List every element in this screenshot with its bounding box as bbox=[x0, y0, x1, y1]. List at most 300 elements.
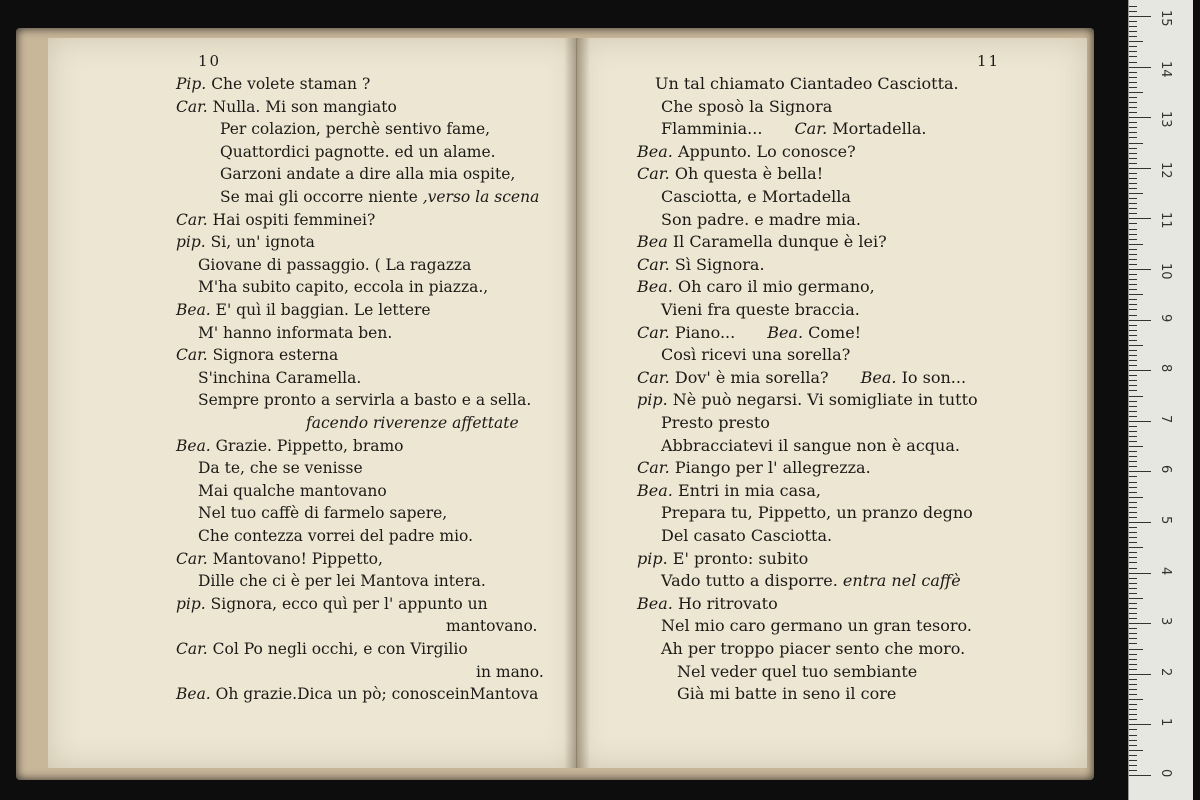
text-line bbox=[176, 639, 468, 659]
speaker-name: Car. bbox=[176, 97, 208, 116]
ruler-tick bbox=[1129, 315, 1137, 316]
ruler-tick bbox=[1129, 552, 1137, 553]
page-number-left: 10 bbox=[198, 52, 222, 70]
ruler-tick bbox=[1129, 168, 1151, 169]
ruler-tick bbox=[1129, 659, 1137, 660]
ruler-label: 8 bbox=[1158, 364, 1173, 373]
ruler-tick bbox=[1129, 406, 1137, 407]
text-line bbox=[176, 300, 431, 320]
speaker-name: Bea. bbox=[637, 141, 673, 161]
ruler-tick bbox=[1129, 360, 1137, 361]
ruler-tick bbox=[1129, 729, 1137, 730]
ruler-tick bbox=[1129, 598, 1143, 599]
ruler-tick bbox=[1129, 699, 1143, 700]
text-line bbox=[220, 164, 515, 184]
verse-text: E' quì il baggian. Le lettere bbox=[215, 301, 431, 319]
ruler-tick bbox=[1129, 456, 1137, 457]
ruler-tick bbox=[1129, 588, 1137, 589]
verse-text: Prepara tu, Pippetto, un pranzo degno bbox=[661, 503, 973, 523]
ruler-tick bbox=[1129, 562, 1137, 563]
ruler-tick bbox=[1129, 633, 1137, 634]
left-page bbox=[48, 38, 579, 768]
ruler-tick bbox=[1129, 345, 1143, 346]
text-line bbox=[176, 210, 375, 230]
verse-text: Entri in mia casa, bbox=[677, 480, 821, 500]
ruler-tick bbox=[1129, 492, 1137, 493]
ruler-tick bbox=[1129, 122, 1137, 123]
ruler-tick bbox=[1129, 92, 1143, 93]
text-line bbox=[198, 368, 361, 388]
verse-text: Giovane di passaggio. ( La ragazza bbox=[198, 255, 472, 274]
text-line bbox=[220, 119, 490, 139]
ruler-tick bbox=[1129, 299, 1137, 300]
ruler-tick bbox=[1129, 107, 1137, 108]
text-line bbox=[661, 97, 832, 117]
ruler-tick bbox=[1129, 669, 1137, 670]
text-line bbox=[637, 390, 978, 410]
ruler-tick bbox=[1129, 355, 1137, 356]
ruler-tick bbox=[1129, 664, 1137, 665]
ruler-tick bbox=[1129, 709, 1137, 710]
text-line bbox=[176, 684, 538, 704]
ruler-tick bbox=[1129, 289, 1137, 290]
text-line bbox=[637, 142, 856, 162]
ruler-tick bbox=[1129, 568, 1137, 569]
ruler-tick bbox=[1129, 244, 1143, 245]
verse-text: Dille che ci è per lei Mantova intera. bbox=[198, 572, 486, 591]
ruler-tick bbox=[1129, 694, 1137, 695]
text-line bbox=[306, 413, 519, 433]
ruler-tick bbox=[1129, 264, 1137, 265]
stage-direction: ,verso la scena bbox=[422, 188, 540, 206]
ruler-tick bbox=[1129, 461, 1137, 462]
text-line bbox=[176, 549, 383, 569]
speaker-name: Car. bbox=[637, 164, 670, 184]
verse-text: Presto presto bbox=[661, 413, 770, 432]
verse-text: Vieni fra queste braccia. bbox=[661, 300, 860, 319]
ruler-tick bbox=[1129, 775, 1151, 776]
ruler-tick bbox=[1129, 497, 1143, 498]
text-line bbox=[661, 210, 861, 230]
ruler-tick bbox=[1129, 163, 1137, 164]
speaker-name: pip. bbox=[637, 390, 668, 410]
ruler-tick bbox=[1129, 421, 1151, 422]
ruler-tick bbox=[1129, 325, 1137, 326]
measuring-ruler bbox=[1128, 0, 1193, 800]
text-line bbox=[661, 413, 770, 433]
ruler-tick bbox=[1129, 254, 1137, 255]
ruler-label: 0 bbox=[1158, 769, 1173, 778]
ruler-tick bbox=[1129, 608, 1137, 609]
verse-text: Ah per troppo piacer sento che moro. bbox=[661, 639, 966, 658]
ruler-tick bbox=[1129, 583, 1137, 584]
ruler-label: 7 bbox=[1158, 414, 1173, 424]
ruler-tick bbox=[1129, 16, 1151, 17]
text-line bbox=[176, 97, 397, 117]
ruler-tick bbox=[1129, 714, 1137, 715]
verse-text: Signora esterna bbox=[212, 346, 339, 365]
text-line bbox=[661, 300, 860, 320]
ruler-tick bbox=[1129, 679, 1137, 680]
stage-direction: entra nel caffè bbox=[842, 571, 961, 591]
verse-text: Oh grazie.Dica un pò; conosceinMantova bbox=[215, 685, 539, 704]
ruler-tick bbox=[1129, 62, 1137, 63]
verse-text: Mantovano! Pippetto, bbox=[212, 549, 383, 568]
text-line bbox=[661, 503, 973, 523]
ruler-tick bbox=[1129, 618, 1137, 619]
ruler-tick bbox=[1129, 229, 1137, 230]
ruler-tick bbox=[1129, 643, 1137, 644]
ruler-tick bbox=[1129, 26, 1137, 27]
ruler-label: 2 bbox=[1158, 667, 1173, 677]
ruler-tick bbox=[1129, 466, 1137, 467]
verse-text: Nel tuo caffè di farmelo sapere, bbox=[198, 504, 448, 523]
verse-text: Flamminia... bbox=[661, 119, 763, 139]
ruler-tick bbox=[1129, 436, 1137, 437]
ruler-tick bbox=[1129, 628, 1137, 629]
ruler-tick bbox=[1129, 11, 1137, 12]
ruler-tick bbox=[1129, 512, 1137, 513]
ruler-tick bbox=[1129, 6, 1137, 7]
ruler-tick bbox=[1129, 396, 1143, 397]
ruler-tick bbox=[1129, 208, 1137, 209]
ruler-tick bbox=[1129, 304, 1137, 305]
ruler-tick bbox=[1129, 603, 1137, 604]
ruler-tick bbox=[1129, 689, 1137, 690]
open-book bbox=[16, 28, 1094, 780]
verse-text: Il Caramella dunque è lei? bbox=[672, 232, 887, 252]
ruler-tick bbox=[1129, 375, 1137, 376]
ruler-tick bbox=[1129, 502, 1137, 503]
ruler-tick bbox=[1129, 476, 1137, 477]
speaker-name: Car. bbox=[637, 322, 670, 342]
speaker-name: Bea. bbox=[767, 322, 804, 342]
ruler-tick bbox=[1129, 385, 1137, 386]
verse-text: Col Po negli occhi, e con Virgilio bbox=[212, 640, 468, 658]
verse-text: Se mai gli occorre niente bbox=[220, 188, 418, 206]
ruler-label: 9 bbox=[1158, 313, 1173, 322]
ruler-tick bbox=[1129, 724, 1151, 725]
verse-text: Oh questa è bella! bbox=[674, 164, 824, 184]
verse-text: Che sposò la Signora bbox=[661, 96, 833, 116]
ruler-tick bbox=[1129, 522, 1151, 523]
text-line bbox=[220, 142, 496, 162]
ruler-tick bbox=[1129, 218, 1151, 219]
text-line bbox=[198, 277, 488, 297]
verse-text: S'inchina Caramella. bbox=[198, 368, 362, 387]
text-line bbox=[637, 323, 861, 343]
text-line bbox=[220, 187, 539, 207]
text-line bbox=[637, 594, 778, 614]
ruler-tick bbox=[1129, 279, 1137, 280]
ruler-tick bbox=[1129, 87, 1137, 88]
ruler-tick bbox=[1129, 613, 1137, 614]
verse-text: Un tal chiamato Ciantadeo Casciotta. bbox=[655, 74, 959, 93]
stage-direction: facendo riverenze affettate bbox=[306, 414, 519, 432]
ruler-label: 10 bbox=[1158, 263, 1173, 280]
ruler-tick bbox=[1129, 36, 1137, 37]
ruler-tick bbox=[1129, 188, 1137, 189]
ruler-tick bbox=[1129, 740, 1137, 741]
ruler-tick bbox=[1129, 249, 1137, 250]
verse-text: Si, un' ignota bbox=[210, 233, 315, 252]
verse-text: Piango per l' allegrezza. bbox=[674, 458, 871, 478]
verse-text: Ho ritrovato bbox=[677, 593, 778, 613]
ruler-tick bbox=[1129, 148, 1137, 149]
ruler-tick bbox=[1129, 31, 1137, 32]
text-line bbox=[198, 323, 392, 343]
verse-text: M'ha subito capito, eccola in piazza., bbox=[198, 278, 489, 297]
text-line bbox=[637, 164, 823, 184]
verse-text: Oh caro il mio germano, bbox=[677, 277, 875, 297]
ruler-tick bbox=[1129, 411, 1137, 412]
ruler-tick bbox=[1129, 573, 1151, 574]
verse-text: Mortadella. bbox=[832, 119, 927, 139]
ruler-tick bbox=[1129, 547, 1143, 548]
ruler-tick bbox=[1129, 370, 1151, 371]
verse-text: Casciotta, e Mortadella bbox=[661, 187, 851, 206]
verse-text: Son padre. e madre mia. bbox=[661, 209, 861, 229]
ruler-tick bbox=[1129, 173, 1137, 174]
speaker-name: Bea. bbox=[637, 593, 673, 613]
ruler-tick bbox=[1129, 745, 1137, 746]
ruler-tick bbox=[1129, 239, 1137, 240]
verse-text: Nè può negarsi. Vi somigliate in tutto bbox=[672, 390, 978, 410]
text-line bbox=[655, 74, 959, 94]
ruler-tick bbox=[1129, 153, 1137, 154]
ruler-label: 1 bbox=[1158, 718, 1173, 727]
text-line bbox=[661, 187, 851, 207]
text-line bbox=[198, 526, 473, 546]
text-line bbox=[661, 571, 961, 591]
text-line bbox=[661, 119, 927, 139]
text-line bbox=[176, 345, 338, 365]
speaker-name: pip. bbox=[637, 548, 668, 568]
speaker-name: Car. bbox=[176, 549, 208, 568]
verse-text: Signora, ecco quì per l' appunto un bbox=[210, 594, 488, 613]
text-line bbox=[198, 390, 531, 410]
ruler-tick bbox=[1129, 487, 1137, 488]
ruler-label: 12 bbox=[1158, 161, 1173, 179]
verse-text: Nel veder quel tuo sembiante bbox=[677, 661, 918, 681]
ruler-tick bbox=[1129, 274, 1137, 275]
ruler-tick bbox=[1129, 72, 1137, 73]
verse-text: Mai qualche mantovano bbox=[198, 481, 387, 500]
text-line bbox=[637, 481, 821, 501]
text-line bbox=[637, 368, 966, 388]
ruler-tick bbox=[1129, 638, 1137, 639]
text-line bbox=[637, 255, 765, 275]
ruler-tick bbox=[1129, 578, 1137, 579]
ruler-tick bbox=[1129, 593, 1137, 594]
ruler-tick bbox=[1129, 735, 1137, 736]
text-line bbox=[637, 232, 887, 252]
verse-text: Così ricevi una sorella? bbox=[661, 345, 851, 365]
verse-text: Grazie. Pippetto, bramo bbox=[215, 436, 404, 455]
ruler-tick bbox=[1129, 755, 1137, 756]
ruler-tick bbox=[1129, 178, 1137, 179]
ruler-tick bbox=[1129, 719, 1137, 720]
text-line bbox=[661, 616, 972, 636]
ruler-tick bbox=[1129, 193, 1143, 194]
ruler-tick bbox=[1129, 765, 1137, 766]
ruler-tick bbox=[1129, 46, 1137, 47]
speaker-name: Pip. bbox=[176, 75, 207, 93]
ruler-label: 13 bbox=[1158, 111, 1173, 128]
ruler-label: 15 bbox=[1158, 10, 1173, 27]
text-line bbox=[677, 684, 896, 704]
ruler-tick bbox=[1129, 527, 1137, 528]
ruler-tick bbox=[1129, 213, 1137, 214]
ruler-tick bbox=[1129, 309, 1137, 310]
speaker-name: Car. bbox=[637, 254, 670, 274]
verse-text: Quattordici pagnotte. ed un alame. bbox=[220, 142, 496, 161]
ruler-tick bbox=[1129, 269, 1151, 270]
text-line bbox=[661, 526, 832, 546]
verse-text: mantovano. bbox=[446, 617, 538, 636]
ruler-label: 6 bbox=[1158, 465, 1173, 474]
ruler-tick bbox=[1129, 654, 1137, 655]
page-number-right: 11 bbox=[977, 52, 1001, 70]
speaker-name: Car. bbox=[794, 119, 828, 139]
verse-text: Già mi batte in seno il core bbox=[677, 684, 897, 704]
ruler-tick bbox=[1129, 557, 1137, 558]
text-line bbox=[176, 74, 370, 94]
ruler-tick bbox=[1129, 441, 1137, 442]
ruler-tick bbox=[1129, 532, 1137, 533]
verse-text: Piano... bbox=[674, 322, 736, 342]
ruler-tick bbox=[1129, 542, 1137, 543]
ruler-tick bbox=[1129, 482, 1137, 483]
verse-text: Nel mio caro germano un gran tesoro. bbox=[661, 616, 972, 636]
ruler-tick bbox=[1129, 77, 1137, 78]
ruler-tick bbox=[1129, 770, 1137, 771]
ruler-tick bbox=[1129, 102, 1137, 103]
ruler-tick bbox=[1129, 446, 1143, 447]
ruler-tick bbox=[1129, 294, 1143, 295]
ruler-tick bbox=[1129, 401, 1137, 402]
verse-text: Sempre pronto a servirla a basto e a sella. bbox=[198, 391, 532, 410]
ruler-tick bbox=[1129, 117, 1151, 118]
text-line bbox=[637, 549, 808, 569]
ruler-tick bbox=[1129, 471, 1151, 472]
ruler-tick bbox=[1129, 158, 1137, 159]
verse-text: Che volete staman ? bbox=[211, 75, 371, 93]
ruler-tick bbox=[1129, 416, 1137, 417]
ruler-label: 11 bbox=[1158, 212, 1173, 229]
ruler-tick bbox=[1129, 82, 1137, 83]
ruler-tick bbox=[1129, 56, 1137, 57]
ruler-tick bbox=[1129, 132, 1137, 133]
ruler-tick bbox=[1129, 183, 1137, 184]
speaker-name: Car. bbox=[637, 458, 670, 478]
text-line bbox=[176, 594, 488, 614]
speaker-name: Car. bbox=[176, 346, 208, 365]
speaker-name: Bea. bbox=[637, 480, 673, 500]
speaker-name: Car. bbox=[637, 367, 670, 387]
ruler-tick bbox=[1129, 674, 1151, 675]
ruler-label: 3 bbox=[1158, 617, 1173, 626]
ruler-tick bbox=[1129, 365, 1137, 366]
ruler-tick bbox=[1129, 143, 1143, 144]
verse-text: M' hanno informata ben. bbox=[198, 323, 393, 342]
right-page bbox=[576, 38, 1087, 768]
verse-text: Sì Signora. bbox=[674, 254, 765, 274]
verse-text: Io son... bbox=[901, 367, 967, 387]
ruler-tick bbox=[1129, 330, 1137, 331]
ruler-tick bbox=[1129, 223, 1137, 224]
text-line bbox=[198, 255, 471, 275]
speaker-name: Bea. bbox=[176, 301, 211, 319]
verse-text: Da te, che se venisse bbox=[198, 459, 363, 478]
speaker-name: Bea. bbox=[176, 436, 211, 455]
verse-text: Dov' è mia sorella? bbox=[674, 367, 829, 387]
verse-text: E' pronto: subito bbox=[672, 548, 809, 568]
speaker-name: Car. bbox=[176, 210, 208, 229]
ruler-label: 5 bbox=[1158, 516, 1173, 525]
ruler-label: 14 bbox=[1158, 60, 1173, 78]
verse-text: Hai ospiti femminei? bbox=[212, 210, 376, 229]
ruler-tick bbox=[1129, 649, 1143, 650]
speaker-name: Bea bbox=[637, 232, 668, 252]
ruler-tick bbox=[1129, 451, 1137, 452]
ruler-tick bbox=[1129, 198, 1137, 199]
speaker-name: Bea. bbox=[637, 277, 673, 297]
text-line bbox=[637, 458, 871, 478]
text-line bbox=[176, 436, 404, 456]
text-line bbox=[661, 345, 850, 365]
ruler-tick bbox=[1129, 41, 1143, 42]
ruler-label: 4 bbox=[1158, 566, 1173, 575]
ruler-tick bbox=[1129, 21, 1137, 22]
ruler-tick bbox=[1129, 284, 1137, 285]
speaker-name: Bea. bbox=[176, 685, 211, 704]
ruler-tick bbox=[1129, 537, 1137, 538]
speaker-name: Car. bbox=[176, 640, 208, 658]
verse-text: in mano. bbox=[476, 662, 544, 681]
verse-text: Nulla. Mi son mangiato bbox=[212, 97, 397, 116]
text-line bbox=[198, 503, 447, 523]
text-line bbox=[661, 639, 965, 659]
ruler-tick bbox=[1129, 137, 1137, 138]
speaker-name: Bea. bbox=[860, 367, 897, 387]
ruler-tick bbox=[1129, 704, 1137, 705]
verse-text: Per colazion, perchè sentivo fame, bbox=[220, 120, 491, 139]
ruler-tick bbox=[1129, 507, 1137, 508]
verse-text: Come! bbox=[808, 322, 862, 342]
ruler-tick bbox=[1129, 623, 1151, 624]
ruler-tick bbox=[1129, 684, 1137, 685]
ruler-tick bbox=[1129, 112, 1137, 113]
verse-text: Appunto. Lo conosce? bbox=[677, 141, 856, 161]
ruler-tick bbox=[1129, 67, 1151, 68]
ruler-tick bbox=[1129, 127, 1137, 128]
ruler-tick bbox=[1129, 750, 1143, 751]
text-line bbox=[198, 481, 387, 501]
text-line bbox=[637, 277, 875, 297]
ruler-tick bbox=[1129, 340, 1137, 341]
text-line bbox=[476, 662, 544, 682]
speaker-name: pip. bbox=[176, 233, 206, 252]
ruler-tick bbox=[1129, 760, 1137, 761]
ruler-tick bbox=[1129, 517, 1137, 518]
ruler-tick bbox=[1129, 390, 1137, 391]
ruler-tick bbox=[1129, 350, 1137, 351]
verse-text: Abbracciatevi il sangue non è acqua. bbox=[661, 435, 960, 455]
verse-text: Del casato Casciotta. bbox=[661, 526, 833, 545]
text-line bbox=[677, 662, 917, 682]
ruler-tick bbox=[1129, 431, 1137, 432]
